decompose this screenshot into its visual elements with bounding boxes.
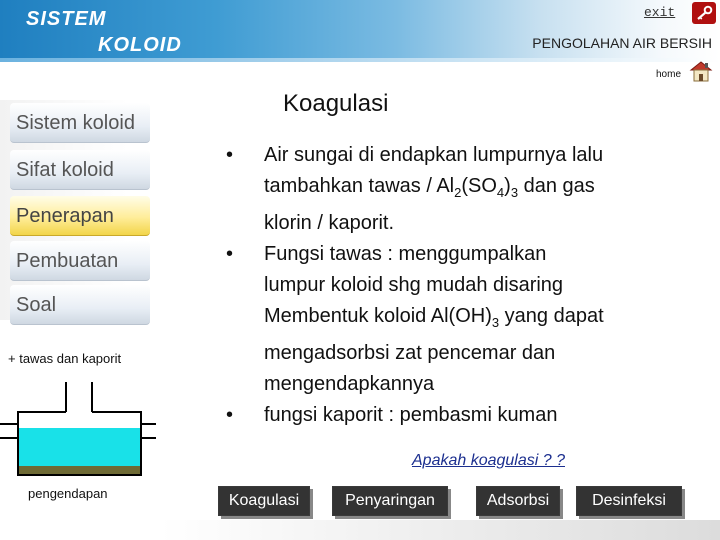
content-body — [220, 140, 690, 431]
text-line: Membentuk koloid $Al(OH)_3$ yang dapat — [264, 305, 604, 330]
bullet-text-line: tambahkan tawas / $Al_2(SO_4)_3$ dan gas — [264, 175, 595, 200]
sidebar-item-sistem-koloid[interactable]: Sistem koloid — [10, 103, 150, 143]
bullet-text-line: Fungsi tawas : menggumpalkan — [264, 243, 547, 265]
header-swoosh — [0, 58, 720, 62]
exit-link[interactable]: exit — [644, 5, 676, 20]
question-link[interactable]: Apakah koagulasi ? ? — [412, 452, 565, 469]
bullet-item — [220, 239, 690, 301]
bottom-fade — [160, 520, 720, 540]
bullet-text-line: klorin / kaporit. — [264, 212, 395, 234]
sidebar-item-pembuatan[interactable]: Pembuatan — [10, 241, 150, 281]
illustration-label-additive: + tawas dan kaporit — [8, 351, 122, 366]
page-subtitle: PENGOLAHAN AIR BERSIH — [532, 35, 712, 51]
text-line: mengendapkannya — [264, 373, 435, 395]
app-title-line1: SISTEM — [26, 8, 107, 30]
app-title-line2: KOLOID — [98, 34, 182, 56]
sidebar-item-sifat-koloid[interactable]: Sifat koloid — [10, 150, 150, 190]
koagulasi-button[interactable]: Koagulasi — [218, 486, 310, 516]
sidebar-item-penerapan[interactable]: Penerapan — [10, 196, 150, 236]
illustration-label-sediment: pengendapan — [28, 486, 108, 501]
bullet-text-line: Air sungai di endapkan lumpurnya lalu — [264, 144, 604, 166]
penyaringan-button[interactable]: Penyaringan — [332, 486, 448, 516]
sidebar-item-soal[interactable]: Soal — [10, 285, 150, 325]
home-link[interactable]: home — [656, 69, 682, 80]
bullet-text-line: lumpur koloid shg mudah disaring — [264, 274, 564, 296]
home-icon[interactable] — [688, 59, 714, 83]
bullet-dot: • — [226, 144, 234, 166]
bullet-item — [220, 140, 690, 239]
bullet-dot: • — [226, 404, 234, 426]
bullet-dot: • — [226, 243, 234, 265]
adsorbsi-button[interactable]: Adsorbsi — [476, 486, 560, 516]
text-line: mengadsorbsi zat pencemar dan — [264, 342, 556, 364]
bullet-text-line: fungsi kaporit : pembasmi kuman — [264, 404, 558, 426]
desinfeksi-button[interactable]: Desinfeksi — [576, 486, 682, 516]
page-title: Koagulasi — [283, 90, 389, 117]
bullet-item — [220, 400, 690, 431]
key-icon — [695, 5, 713, 21]
sedimentation-tank-diagram — [0, 346, 160, 506]
exit-key-icon[interactable] — [692, 2, 716, 24]
